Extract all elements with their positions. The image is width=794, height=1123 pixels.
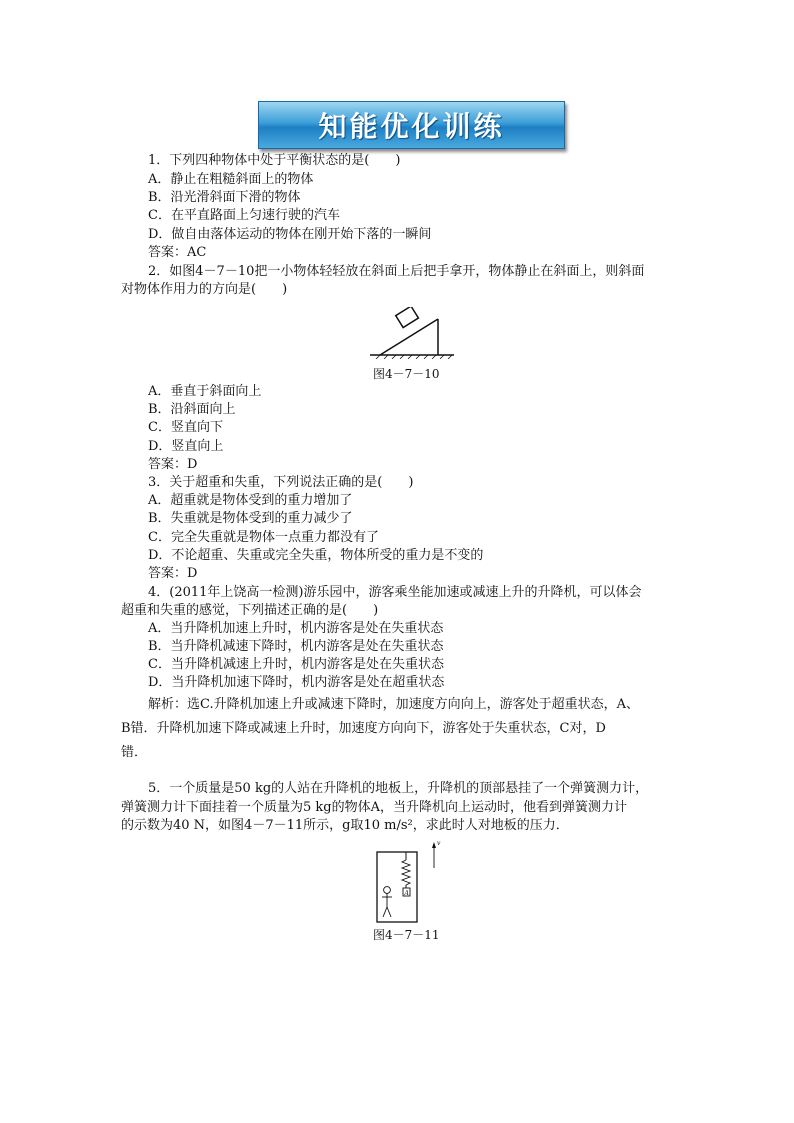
incline-figure <box>368 307 458 359</box>
q4-stem-line1: 4．(2011年上饶高一检测)游乐园中，游客乘坐能加速或减速上升的升降机，可以体会 <box>148 585 642 600</box>
q4-option-b: B．当升降机减速下降时，机内游客是处在失重状态 <box>148 639 444 654</box>
q3-stem: 3．关于超重和失重，下列说法正确的是( ) <box>148 475 414 490</box>
q4-option-d: D．当升降机加速下降时，机内游客是处在超重状态 <box>148 675 445 690</box>
velocity-label: v <box>437 840 441 847</box>
q2-option-d: D．竖直向上 <box>148 439 224 454</box>
q2-option-b: B．沿斜面向上 <box>148 402 236 417</box>
elevator-figure <box>370 838 446 924</box>
q2-option-a: A．垂直于斜面向上 <box>148 384 262 399</box>
banner-title: 知能优化训练 <box>318 110 505 143</box>
q3-option-d: D．不论超重、失重或完全失重，物体所受的重力是不变的 <box>148 548 484 563</box>
q1-option-c: C．在平直路面上匀速行驶的汽车 <box>148 208 340 223</box>
title-banner <box>258 101 565 149</box>
q1-stem: 1．下列四种物体中处于平衡状态的是( ) <box>148 153 401 168</box>
q1-answer: 答案：AC <box>148 245 207 260</box>
q2-option-c: C．竖直向下 <box>148 420 223 435</box>
q4-analysis-line3: 错． <box>121 745 148 760</box>
q5-stem-line1: 5．一个质量是50 kg的人站在升降机的地板上，升降机的顶部悬挂了一个弹簧测力计， <box>148 781 649 796</box>
q1-option-b: B．沿光滑斜面下滑的物体 <box>148 190 301 205</box>
q3-option-b: B．失重就是物体受到的重力减少了 <box>148 511 353 526</box>
q1-option-d: D．做自由落体运动的物体在刚开始下落的一瞬间 <box>148 227 432 242</box>
q4-option-a: A．当升降机加速上升时，机内游客是处在失重状态 <box>148 621 444 636</box>
q5-stem-line2: 弹簧测力计下面挂着一个质量为5 kg的物体A，当升降机向上运动时，他看到弹簧测力计 <box>121 800 627 815</box>
q4-analysis-line1: 解析：选C.升降机加速上升或减速下降时，加速度方向向上，游客处于超重状态，A、 <box>148 697 640 712</box>
q5-stem-line3: 的示数为40 N，如图4－7－11所示，g取10 m/s²，求此时人对地板的压力． <box>121 818 569 833</box>
q4-stem-line2: 超重和失重的感觉，下列描述正确的是( ) <box>121 603 379 618</box>
q1-option-a: A．静止在粗糙斜面上的物体 <box>148 172 314 187</box>
q3-option-a: A．超重就是物体受到的重力增加了 <box>148 493 353 508</box>
q2-answer: 答案：D <box>148 457 198 472</box>
q2-stem-line1: 2．如图4－7－10把一小物体轻轻放在斜面上后把手拿开，物体静止在斜面上，则斜面 <box>148 264 645 279</box>
q3-option-c: C．完全失重就是物体一点重力都没有了 <box>148 530 379 545</box>
q4-option-c: C．当升降机减速上升时，机内游客是处在失重状态 <box>148 657 444 672</box>
q2-stem-line2: 对物体作用力的方向是( ) <box>121 282 288 297</box>
block-a-label: A <box>404 890 409 897</box>
figure-caption-2: 图4－7－11 <box>373 928 440 942</box>
figure-caption-1: 图4－7－10 <box>373 367 440 381</box>
q3-answer: 答案：D <box>148 566 198 581</box>
q4-analysis-line2: B错．升降机加速下降或减速上升时，加速度方向向下，游客处于失重状态，C对，D <box>121 721 606 736</box>
